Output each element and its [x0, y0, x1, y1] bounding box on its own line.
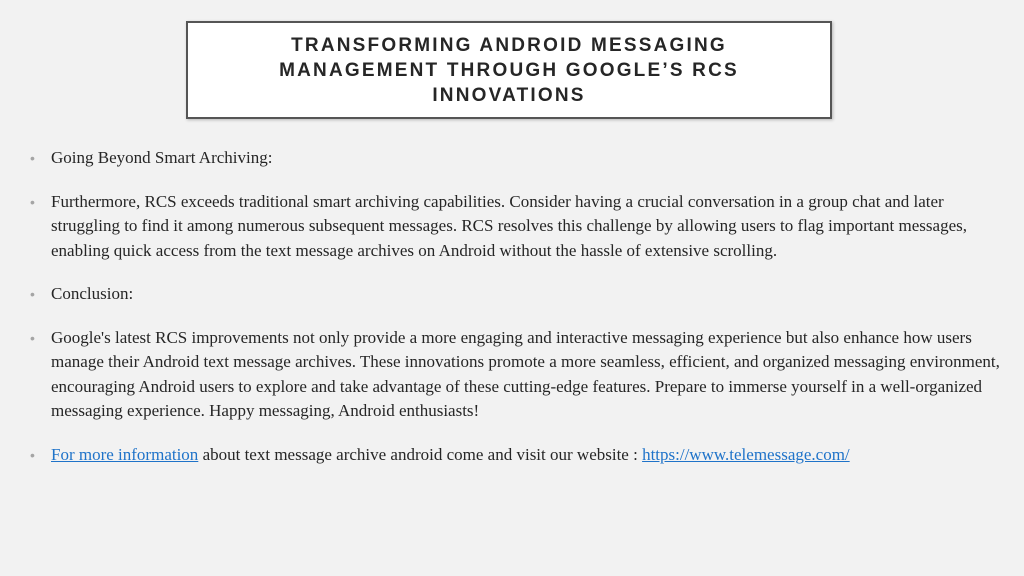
bullet-item [30, 146, 1000, 171]
bullet-item [30, 326, 1000, 424]
bullet-text: Conclusion: [51, 284, 134, 303]
bullet-dot-icon: • [30, 286, 35, 302]
bullet-item-links [30, 443, 1000, 468]
bullet-item [30, 190, 1000, 264]
bullet-dot-icon: • [30, 150, 35, 166]
bullet-item [30, 282, 1000, 307]
title-box [186, 21, 832, 119]
bullet-text: Google's latest RCS improvements not only provide a more engaging and interactive messaging experience but also enhance how users manage their Android text message archives. These innovations promote a more seamless, efficient, and organized messaging environment, encouraging Android users to explore and take advantage of these cutting-edge features. Prepare to immerse yourself in a well-organized messaging experience. Happy messaging, Android enthusiasts! [51, 327, 1000, 420]
bullet-text: Furthermore, RCS exceeds traditional smart archiving capabilities. Consider having a crucial conversation in a group chat and later struggling to find it among numerous subsequent messages. RCS resolves this challenge by allowing users to flag important messages, enabling quick access from the text message archives on Android without the hassle of extensive scrolling. [51, 191, 967, 260]
slide-content [30, 146, 1000, 486]
website-link[interactable]: https://www.telemessage.com/ [642, 444, 850, 464]
bullet-dot-icon: • [30, 446, 35, 463]
bullet-dot-icon: • [30, 193, 35, 210]
slide-title: TRANSFORMING ANDROID MESSAGING MANAGEMENT THROUGH GOOGLE’S RCS INNOVATIONS [279, 34, 739, 106]
bullet-text: Going Beyond Smart Archiving: [51, 148, 273, 167]
bullet-text: about text message archive android come and visit our website : [198, 444, 643, 464]
bullet-dot-icon: • [30, 329, 35, 346]
more-information-link[interactable]: For more information [51, 444, 199, 464]
